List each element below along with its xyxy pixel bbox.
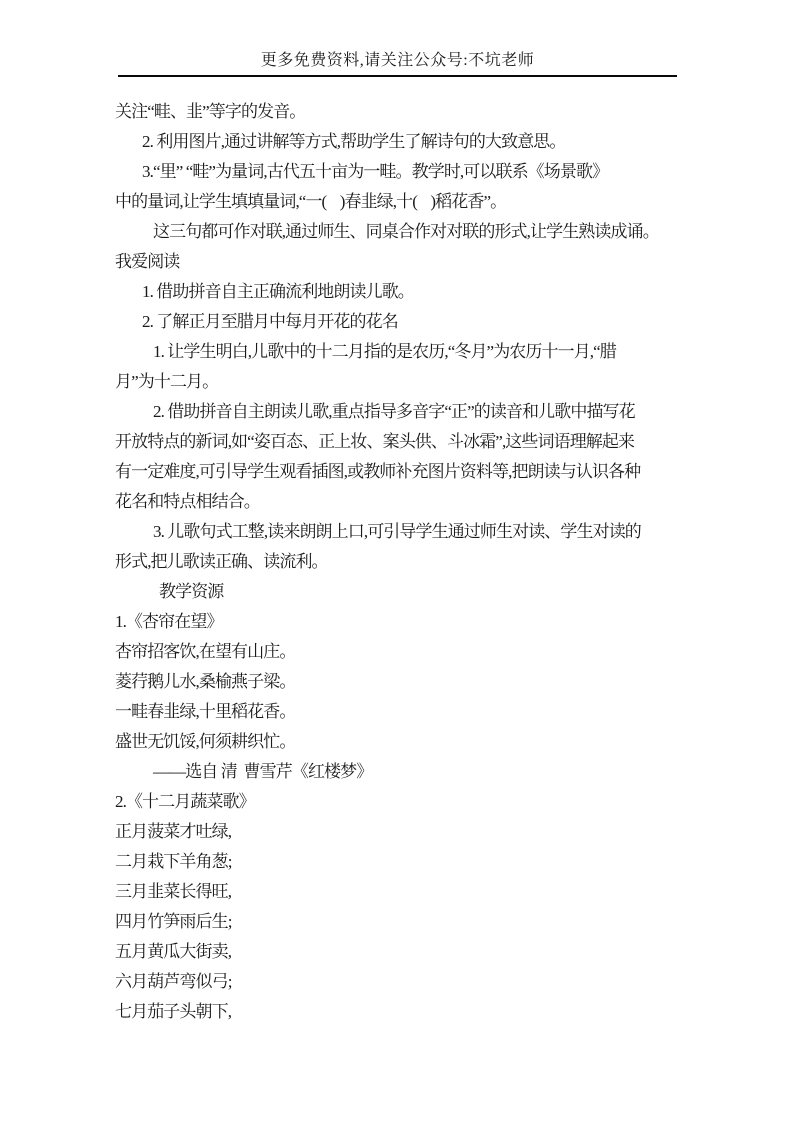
text-line: 杏帘招客饮,在望有山庄。 [115, 642, 296, 661]
text-line: 1. 让学生明白,儿歌中的十二月指的是农历,“冬月”为农历十一月,“腊 [153, 342, 616, 361]
text-line: 一畦春韭绿,十里稻花香。 [115, 702, 296, 721]
text-line: 开放特点的新词,如“姿百态、正上妆、案头供、斗冰霜”,这些词语理解起来 [115, 432, 635, 451]
text-line: 2. 借助拼音自主朗读儿歌,重点指导多音字“正”的读音和儿歌中描写花 [153, 402, 635, 421]
text-line: 中的量词,让学生填填量词,“一( )春韭绿,十( )稻花香”。 [115, 192, 507, 211]
text-line: 2.《十二月蔬菜歌》 [115, 792, 255, 811]
text-line: 形式,把儿歌读正确、读流利。 [115, 552, 328, 571]
header-notice: 更多免费资料,请关注公众号:不坑老师 [260, 52, 535, 69]
header-rule-divider [118, 75, 677, 77]
text-line: 我爱阅读 [115, 252, 180, 271]
page-header [118, 50, 677, 77]
text-line: 月”为十二月。 [115, 372, 219, 391]
text-line: 1. 借助拼音自主正确流利地朗读儿歌。 [142, 282, 414, 301]
text-line: 四月竹笋雨后生; [115, 912, 232, 931]
text-line: 菱荇鹅儿水,桑榆燕子梁。 [115, 672, 296, 691]
text-line: 七月茄子头朝下, [115, 1002, 232, 1021]
text-line: 教学资源 [159, 582, 224, 601]
text-line: ——选自 清 曹雪芹《红楼梦》 [153, 762, 373, 781]
text-line: 花名和特点相结合。 [115, 492, 260, 511]
text-line: 有一定难度,可引导学生观看插图,或教师补充图片资料等,把朗读与认识各种 [115, 462, 641, 481]
document-body [115, 97, 685, 1027]
text-line: 五月黄瓜大街卖, [115, 942, 232, 961]
text-line: 1.《杏帘在望》 [115, 612, 223, 631]
text-line: 二月栽下羊角葱; [115, 852, 232, 871]
text-line: 3.“里” “畦”为量词,古代五十亩为一畦。教学时,可以联系《场景歌》 [142, 162, 609, 181]
text-line: 这三句都可作对联,通过师生、同桌合作对对联的形式,让学生熟读成诵。 [153, 222, 659, 241]
text-line: 关注“畦、韭”等字的发音。 [115, 102, 306, 121]
text-line: 2. 利用图片,通过讲解等方式,帮助学生了解诗句的大致意思。 [142, 132, 566, 151]
text-line: 三月韭菜长得旺, [115, 882, 232, 901]
text-line: 盛世无饥馁,何须耕织忙。 [115, 732, 296, 751]
text-line: 六月葫芦弯似弓; [115, 972, 232, 991]
text-line: 3. 儿歌句式工整,读来朗朗上口,可引导学生通过师生对读、学生对读的 [153, 522, 641, 541]
text-line: 2. 了解正月至腊月中每月开花的花名 [142, 312, 398, 331]
text-line: 正月菠菜才吐绿, [115, 822, 232, 841]
